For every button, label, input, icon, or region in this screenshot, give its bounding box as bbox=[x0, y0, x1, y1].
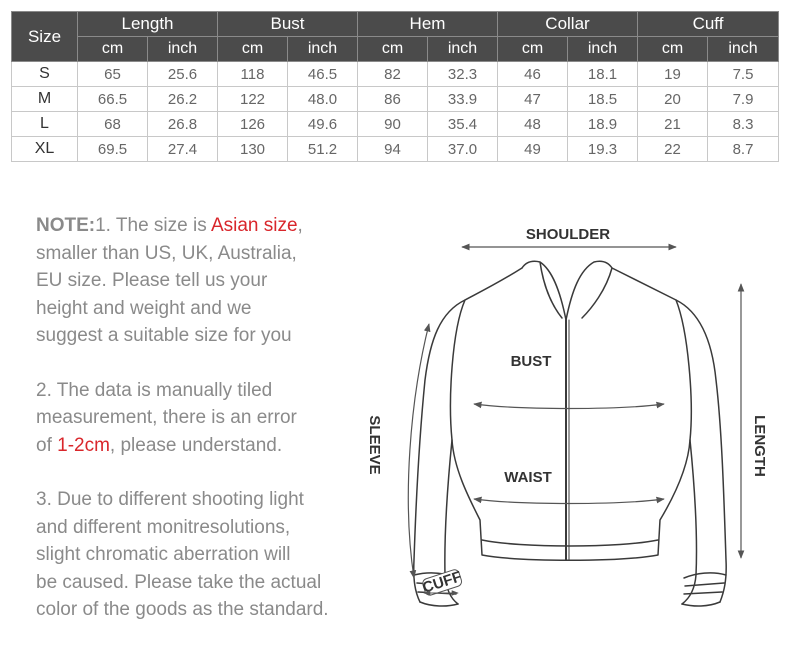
measurement-cell: 26.2 bbox=[148, 87, 218, 112]
note-2-text-b: , please understand. bbox=[109, 434, 283, 456]
note-2-highlight: 1-2cm bbox=[57, 434, 110, 456]
measurement-cell: 46 bbox=[498, 62, 568, 87]
measurement-cell: 49.6 bbox=[288, 112, 358, 137]
measurement-cell: 130 bbox=[218, 137, 288, 162]
unit-header-cm: cm bbox=[78, 37, 148, 62]
unit-header-inch: inch bbox=[708, 37, 779, 62]
measurement-cell: 82 bbox=[358, 62, 428, 87]
measurement-cell: 19.3 bbox=[568, 137, 638, 162]
measurement-cell: 49 bbox=[498, 137, 568, 162]
unit-header-inch: inch bbox=[568, 37, 638, 62]
measurement-cell: 21 bbox=[638, 112, 708, 137]
measurement-cell: 90 bbox=[358, 112, 428, 137]
unit-header-cm: cm bbox=[498, 37, 568, 62]
label-bust: BUST bbox=[510, 353, 552, 370]
label-waist: WAIST bbox=[504, 469, 552, 486]
group-header-cuff: Cuff bbox=[638, 12, 779, 37]
measurement-cell: 94 bbox=[358, 137, 428, 162]
measurement-cell: 27.4 bbox=[148, 137, 218, 162]
label-cuff: CUFF bbox=[420, 568, 464, 597]
size-cell: S bbox=[12, 62, 78, 87]
unit-header-inch: inch bbox=[288, 37, 358, 62]
label-length: LENGTH bbox=[751, 415, 768, 477]
group-header-bust: Bust bbox=[218, 12, 358, 37]
measurement-cell: 20 bbox=[638, 87, 708, 112]
size-cell: L bbox=[12, 112, 78, 137]
measurement-cell: 51.2 bbox=[288, 137, 358, 162]
measurement-cell: 18.1 bbox=[568, 62, 638, 87]
measurement-cell: 18.5 bbox=[568, 87, 638, 112]
note-1-text-b: , smaller than US, UK, Australia, EU size. Please tell us your height and weight and we suggest a suitable size for you bbox=[36, 215, 303, 346]
measurement-cell: 7.5 bbox=[708, 62, 779, 87]
note-3: 3. Due to different shooting light and different monitresolutions, slight chromatic aberration will be caused. Please take the actual color of the goods as the standard. bbox=[36, 489, 329, 620]
measurement-cell: 86 bbox=[358, 87, 428, 112]
group-header-length: Length bbox=[78, 12, 218, 37]
measurement-cell: 65 bbox=[78, 62, 148, 87]
measurement-cell: 69.5 bbox=[78, 137, 148, 162]
measurement-cell: 47 bbox=[498, 87, 568, 112]
measurement-cell: 66.5 bbox=[78, 87, 148, 112]
measurement-cell: 18.9 bbox=[568, 112, 638, 137]
measurement-cell: 25.6 bbox=[148, 62, 218, 87]
group-header-hem: Hem bbox=[358, 12, 498, 37]
note-label: NOTE: bbox=[36, 215, 96, 236]
measurement-cell: 7.9 bbox=[708, 87, 779, 112]
note-2-text-a: 2. The data is manually tiled measurement, there is an error of bbox=[36, 379, 297, 456]
measurement-cell: 68 bbox=[78, 112, 148, 137]
label-sleeve: SLEEVE bbox=[366, 415, 383, 475]
unit-header-cm: cm bbox=[638, 37, 708, 62]
measurement-cell: 8.3 bbox=[708, 112, 779, 137]
measurement-cell: 118 bbox=[218, 62, 288, 87]
label-shoulder: SHOULDER bbox=[525, 226, 611, 243]
measurement-cell: 8.7 bbox=[708, 137, 779, 162]
size-header: Size bbox=[12, 12, 78, 62]
measurement-cell: 26.8 bbox=[148, 112, 218, 137]
measurement-cell: 48.0 bbox=[288, 87, 358, 112]
measurement-cell: 122 bbox=[218, 87, 288, 112]
measurement-cell: 46.5 bbox=[288, 62, 358, 87]
note-1-highlight: Asian size bbox=[210, 215, 298, 236]
measurement-cell: 32.3 bbox=[428, 62, 498, 87]
measurement-cell: 19 bbox=[638, 62, 708, 87]
measurement-cell: 37.0 bbox=[428, 137, 498, 162]
measurement-cell: 35.4 bbox=[428, 112, 498, 137]
measurement-cell: 126 bbox=[218, 112, 288, 137]
unit-header-inch: inch bbox=[428, 37, 498, 62]
note-1-text-a: 1. The size is bbox=[95, 215, 211, 236]
unit-header-inch: inch bbox=[148, 37, 218, 62]
measurement-cell: 33.9 bbox=[428, 87, 498, 112]
measurement-cell: 22 bbox=[638, 137, 708, 162]
jacket-outline bbox=[414, 261, 726, 606]
measurement-cell: 48 bbox=[498, 112, 568, 137]
unit-header-cm: cm bbox=[358, 37, 428, 62]
size-cell: XL bbox=[12, 137, 78, 162]
unit-header-cm: cm bbox=[218, 37, 288, 62]
size-cell: M bbox=[12, 87, 78, 112]
group-header-collar: Collar bbox=[498, 12, 638, 37]
